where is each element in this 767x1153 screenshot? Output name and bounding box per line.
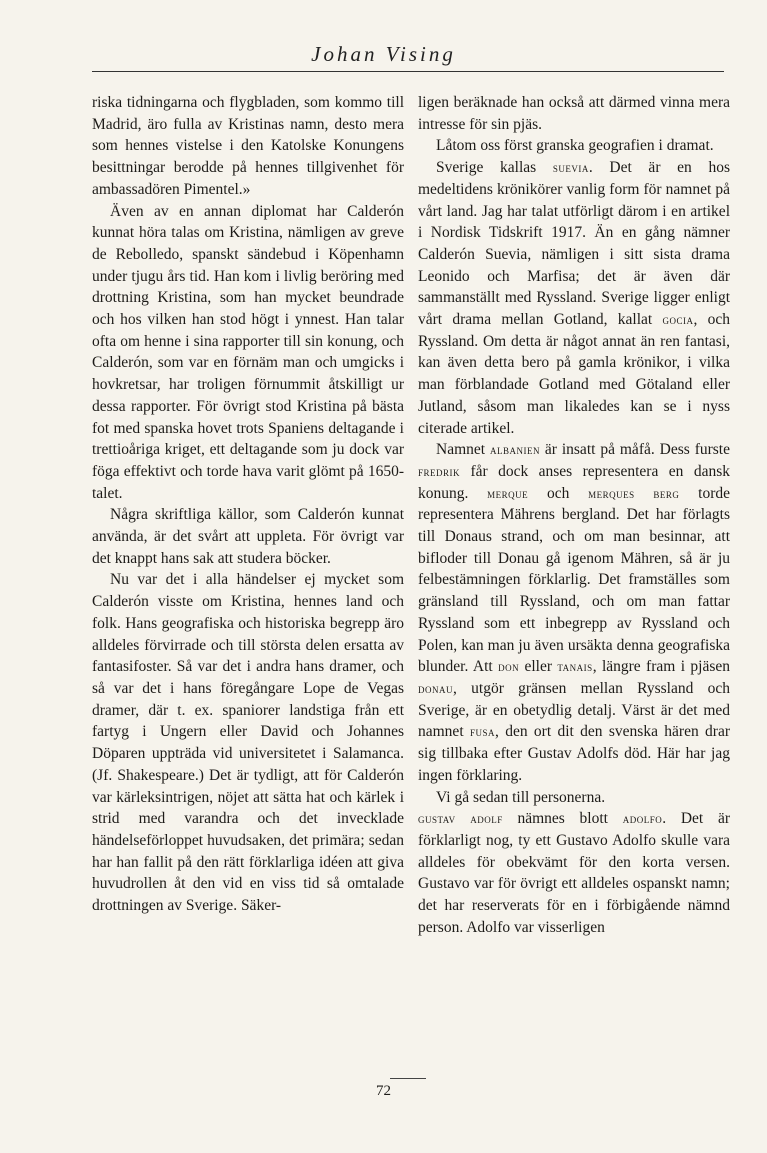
text-run: , den ort dit den svenska hären drar sig tillbaka efter Gustav Adolfs död. Här har jag ingen förklaring. (418, 723, 730, 784)
paragraph: riska tidningarna och flygbladen, som kommo till Madrid, äro fulla av Kristinas namn, desto mera som hennes vistelse i den Katolske Konungens besittningar berodde på hennes tillgivenhet för ambassadören Pimentel.» (92, 94, 404, 198)
folio-rule (390, 1078, 426, 1079)
paragraph (418, 808, 730, 938)
text-run: torde representera Mährens bergland. Det har förlagts till Donaus strand, och om man besinnar, att bifloder till Donau gå igenom Mähren, så är ju felbestämningen förklarlig. Det framställes som gränsland till Ryssland, och om man fattar Ryssland som ett inbegrepp av Ryssland och Polen, kan man ju även ursäkta denna geografiska blunder. Att (418, 484, 730, 676)
place-name: tanais (557, 659, 593, 675)
paragraph: Låtom oss först granska geografien i dramat. (436, 137, 714, 155)
page-number: 72 (376, 1083, 391, 1099)
person-name: adolfo (622, 811, 663, 827)
text-run: . Det är förklarligt nog, ty ett Gustavo Adolfo skulle vara alldeles för obekvämt för den korta versen. Gustavo var för övrigt ett alldeles ospanskt namn; det har reserverats för en i förbigående nämnd person. Adolfo var visserligen (418, 810, 730, 936)
place-name: merques berg (588, 485, 680, 501)
place-name: fusa (469, 724, 495, 740)
text-run: nämnes blott (502, 810, 623, 828)
place-name: donau (418, 680, 453, 696)
person-name: gustav adolf (418, 811, 503, 827)
left-column (92, 92, 404, 917)
place-name: don (498, 659, 520, 675)
right-column (418, 92, 730, 938)
text-run: får dock anses representera en dansk konung. (418, 462, 730, 502)
text-run: , och Ryssland. Om detta är något annat än ren fantasi, kan även detta bero på gamla krönikor, i vilka man förblandade Gotland med Götaland eller Jutland, såsom man likaledes kan se i nyss citerade artikel. (418, 311, 730, 437)
text-run: är insatt på måfå. Dess furste (539, 441, 730, 459)
paragraph: Några skriftliga källor, som Calderón kunnat använda, är det svårt att uppleta. För övrigt var det knappt hans sak att studera böcker. (92, 506, 404, 567)
place-name: suevia (552, 160, 589, 176)
text-run: , längre fram i pjäsen (592, 658, 730, 676)
paragraph (418, 157, 730, 439)
text-run: Namnet (436, 441, 490, 459)
running-head: Johan Vising (311, 42, 456, 66)
text-run: , utgör gränsen mellan Ryssland och Sverige, är en obetydlig detalj. Värst är det med namnet (418, 679, 730, 741)
place-name: albanien (489, 442, 540, 458)
paragraph: ligen beräknade han också att därmed vinna mera intresse för sin pjäs. (418, 94, 730, 133)
place-name: merque (487, 485, 529, 501)
text-run: och (528, 484, 589, 502)
place-name: gocia (662, 312, 694, 328)
header-rule (92, 71, 724, 72)
paragraph: Även av en annan diplomat har Calderón kunnat höra talas om Kristina, nämligen av greve de Rebolledo, spanskt sändebud i Köpenhamn under tjugu års tid. Han kom i livlig beröring med drottning Kristina, som han mycket beundrade och hos vilken han stod högt i ynnest. Han talar ofta om henne i sina rapporter till sin konung, och Calderón, som var en förnäm man och umgicks i hovkretsar, har troligen förnummit åtskilligt ur dessa rapporter. För övrigt stod Kristina på bästa fot med spanska hovet trots Spaniens deltagande i trettioåriga kriget, ett deltagande som ju dock var föga effektivt och torde hava varit glömt på 1650-talet. (92, 202, 404, 502)
text-run: Sverige kallas (436, 159, 553, 177)
paragraph (418, 439, 730, 786)
paragraph: Nu var det i alla händelser ej mycket som Calderón visste om Kristina, hennes land och folk. Hans geografiska och historiska begrepp äro alldeles förvirrade och till största delen ersatta av fantasifoster. Så var det i andra hans dramer, och så var det i hans föregångare Lope de Vegas dramer, där t. ex. spaniorer landstiga från ett fartyg i Ungern eller David och Johannes Döparen uppträda vid universitetet i Salamanca. (Jf. Shakespeare.) Det är tydligt, att för Calderón var kärleksintrigen, nöjet att sätta hat och kärlek i strid med varandra och det invecklade händelseförloppet huvudsaken, det primära; sedan har han fallit på den rätt förklarliga idéen att giva huvudrollen åt den vid en viss tid så omtalade drottningen av Sverige. Säker- (92, 571, 404, 915)
text-run: eller (519, 658, 558, 676)
text-run: . Det är en hos medeltidens krönikörer vanlig form för namnet på vårt land. Jag har talat utförligt därom i en artikel i Nordisk Tidskrift 1917. Än en gång nämner Calderón Suevia, nämligen i sitt sista drama Leonido och Marfisa; det är även där sammanställt med Ryssland. Sverige ligger enligt vårt drama mellan Gotland, kallat (418, 159, 730, 329)
person-name: fredrik (418, 463, 461, 479)
paragraph: Vi gå sedan till personerna. (436, 788, 606, 806)
